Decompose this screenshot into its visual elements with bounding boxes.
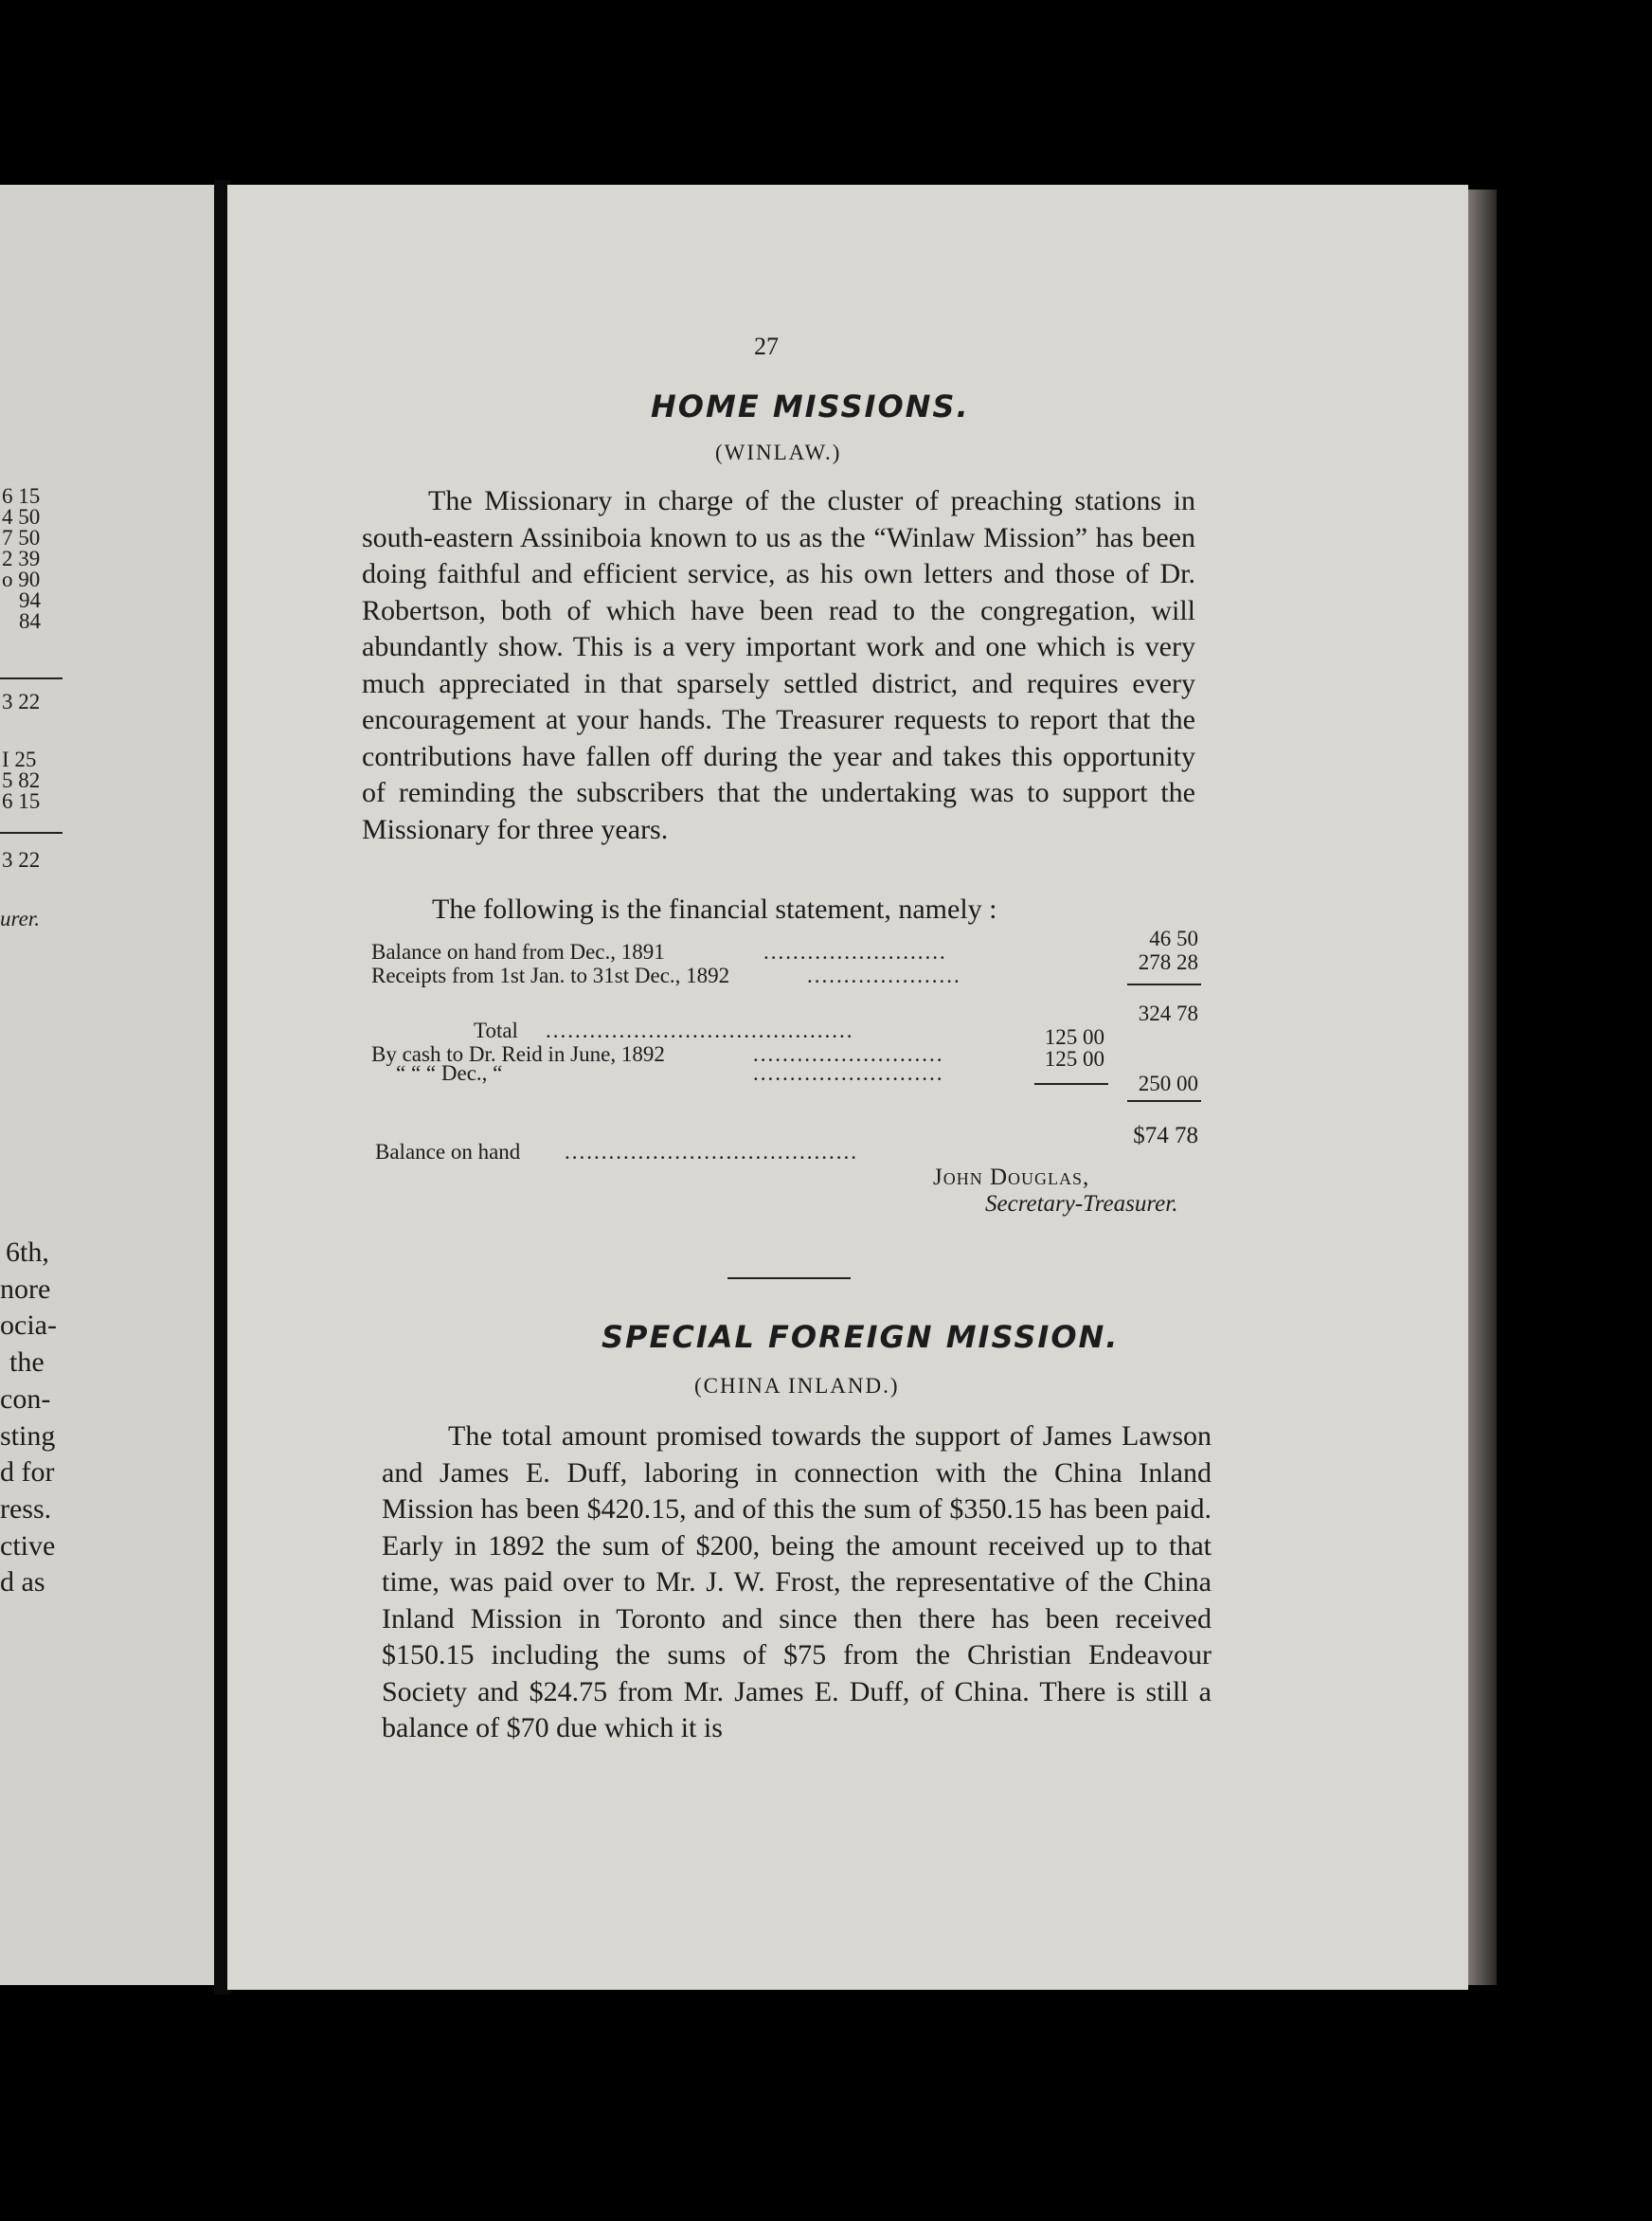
leader-dots: .......................................... [546,1019,854,1042]
left-number: I 25 [2,748,37,771]
left-number: 4 50 [2,505,41,529]
signature-name: John Douglas, [933,1165,1090,1190]
page-number: 27 [754,333,779,360]
left-number: 7 50 [2,526,41,550]
statement-amount-cash-june: 125 00 [1044,1025,1104,1049]
statement-amount-total: 324 78 [1138,1002,1198,1025]
left-number: 6 15 [2,789,41,813]
left-sum-rule [0,677,63,679]
left-text-line: nore [0,1273,51,1305]
main-page [227,185,1468,1990]
leader-dots: ........................................ [565,1140,858,1164]
sum-rule [1034,1083,1108,1085]
leader-dots: .......................... [753,1061,944,1085]
statement-amount-balance: $74 78 [1133,1123,1198,1148]
left-text-line: ctive [0,1529,56,1562]
left-text-fragments [0,1235,57,1601]
left-text-line: con- [0,1382,51,1415]
home-missions-title: HOME MISSIONS. [651,388,970,424]
left-number: 84 [19,609,41,633]
home-missions-subtitle: (WINLAW.) [715,441,842,464]
left-number: 94 [19,588,41,612]
body-text: The total amount promised towards the support of James Lawson and James E. Duff, laboring in connection with the China Inland Mission has been $420.15, and of this the sum of $350.15 has been paid. Early in 1892 the sum of $200, being the amount received up to that time, was paid over to Mr. J. W. Frost, the representative of the China Inland Mission in Toronto and since then there has been received $150.15 including the sums of $75 from the Christian Endeavour Society and $24.75 from Mr. James E. Duff, of China. There is still a balance of $70 due which it is [382,1420,1212,1743]
leader-dots: ..................... [807,964,961,987]
left-number: 6 15 [2,484,41,508]
body-text: The Missionary in charge of the cluster of preaching stations in south-eastern Assiniboia known to us as the “Winlaw Mission” has been doing faithful and efficient service, as his own letters and those of Dr. Robertson, both of which have been read to the congregation, will abundantly show. This is a very important work and one which is very much appreciated in that sparsely settled district, and requires every encouragement at your hands. The Treasurer requests to report that the contributions have fallen off during the year and takes this opportunity of reminding the subscribers that the undertaking was to support the Missionary for three years. [362,485,1195,845]
section-divider [727,1277,851,1279]
special-foreign-mission-subtitle: (CHINA INLAND.) [694,1374,900,1398]
leader-dots: ......................... [763,940,947,964]
statement-intro: The following is the financial statement, namely : [432,894,997,925]
sum-rule [1127,984,1201,985]
left-number: 2 39 [2,547,41,570]
statement-label-balance-dec: Balance on hand from Dec., 1891 [371,940,665,964]
special-foreign-mission-paragraph [382,1418,1212,1747]
statement-label-total: Total [474,1019,518,1042]
statement-amount-cash-dec: 125 00 [1044,1047,1104,1071]
home-missions-paragraph [362,483,1195,848]
statement-label-cash-june: By cash to Dr. Reid in June, 1892 [371,1042,665,1066]
left-sum-rule [0,832,63,834]
left-text-line: d as [0,1566,45,1598]
statement-label-balance: Balance on hand [375,1140,521,1164]
left-page-fragment [0,185,225,1985]
statement-label-receipts: Receipts from 1st Jan. to 31st Dec., 1892 [371,964,730,987]
left-number: 5 82 [2,768,41,792]
left-total-mid: 3 22 [2,848,41,872]
leader-dots: .......................... [753,1042,944,1066]
left-fragment-italic: urer. [0,907,40,930]
left-text-line: sting [0,1419,56,1452]
left-text-line: the [9,1346,45,1379]
left-text-line: ocia- [0,1309,57,1342]
left-total-top: 3 22 [2,690,41,713]
special-foreign-mission-title: SPECIAL FOREIGN MISSION. [602,1319,1120,1355]
statement-amount-receipts: 278 28 [1138,950,1198,974]
signature-title: Secretary-Treasurer. [985,1191,1178,1217]
left-text-line: 6th, [6,1237,49,1268]
sum-rule [1127,1100,1201,1102]
left-number: o 90 [2,568,41,591]
statement-amount-paid-total: 250 00 [1138,1072,1198,1095]
statement-label-cash-dec: “ “ “ Dec., “ [396,1061,503,1085]
left-number-column-top [2,486,41,632]
left-text-line: ress. [0,1492,52,1525]
statement-amount-balance-dec: 46 50 [1149,927,1198,950]
left-number-column-mid [2,749,40,812]
left-text-line: d for [0,1456,55,1489]
